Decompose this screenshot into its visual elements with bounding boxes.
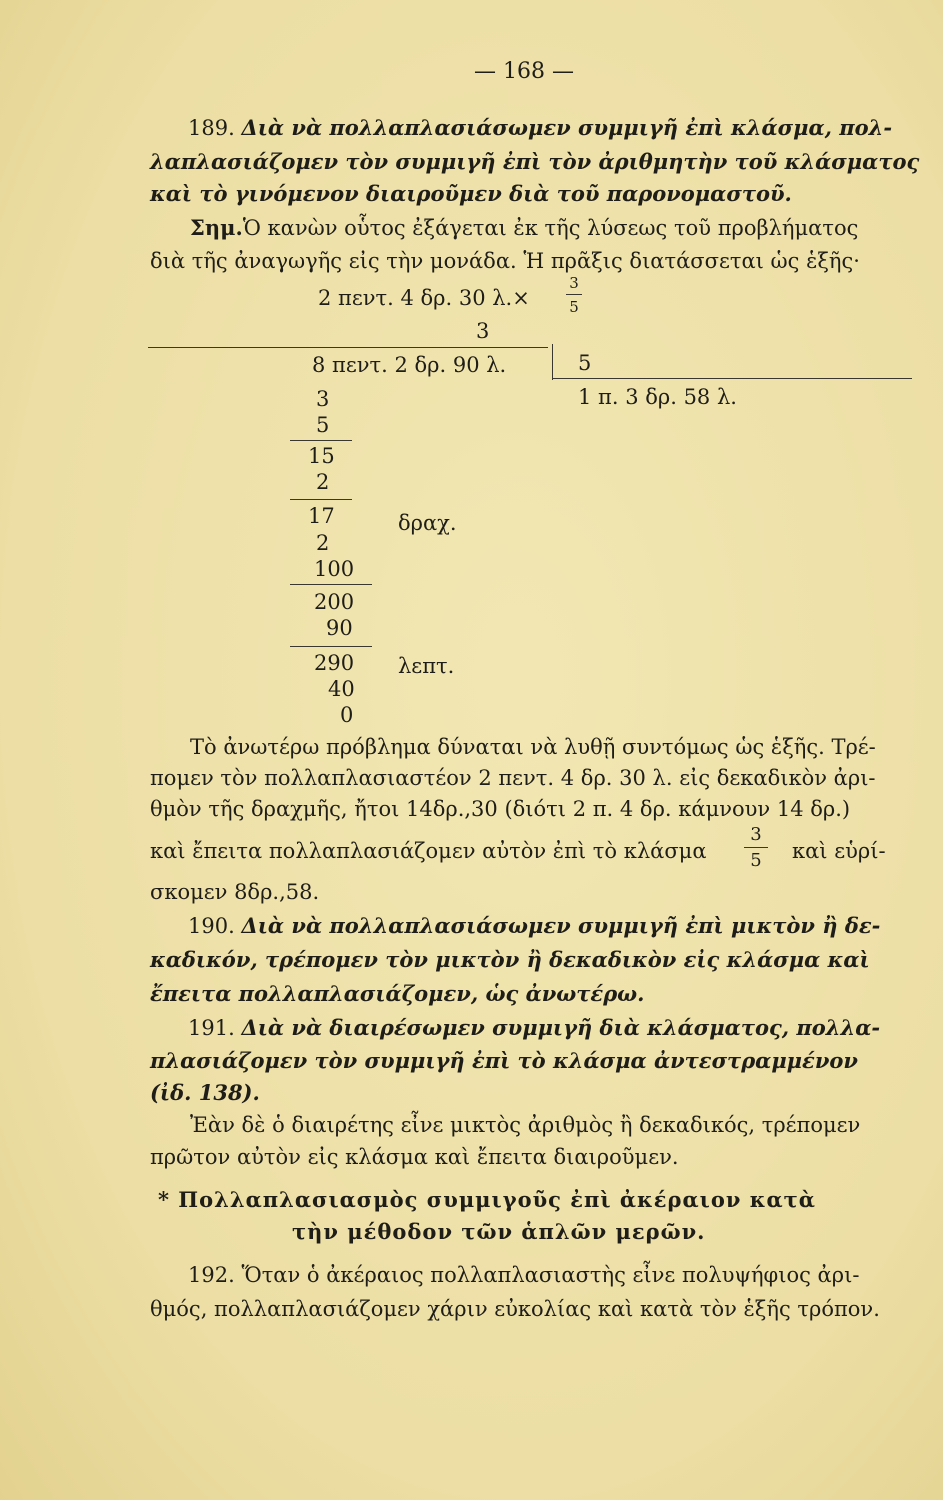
calc-label-drach: δραχ. — [398, 511, 457, 535]
section-190-line-2: καδικόν, τρέπομεν τὸν μικτὸν ἢ δεκαδικὸν εἰς κλάσμα καὶ — [150, 947, 870, 972]
calc-fraction-denominator: 5 — [569, 298, 579, 316]
page-number: — 168 — — [474, 59, 574, 84]
calc-step-rule — [290, 499, 352, 500]
shortcut-fraction-bar — [744, 847, 768, 848]
calc-fraction-bar — [566, 294, 582, 295]
section-189-line-3: καὶ τὸ γινόμενον διαιροῦμεν διὰ τοῦ παρονομαστοῦ. — [150, 181, 792, 206]
calc-division-bracket — [552, 344, 553, 380]
calc-multiplicand: 2 πεντ. 4 δρ. 30 λ.× — [318, 286, 530, 310]
calc-step: 5 — [316, 413, 330, 437]
calc-step-rule — [290, 440, 352, 441]
section-189-line-1 — [188, 114, 892, 142]
section-189-line-2: λαπλασιάζομεν τὸν συμμιγῆ ἐπὶ τὸν ἀριθμητὴν τοῦ κλάσματος — [150, 149, 920, 174]
section-191-line-5: πρῶτον αὐτὸν εἰς κλάσμα καὶ ἔπειτα διαιροῦμεν. — [150, 1145, 679, 1169]
calc-fraction-numerator: 3 — [569, 274, 579, 292]
rule-text: Διὰ νὰ διαιρέσωμεν συμμιγῆ διὰ κλάσματος, πολλα- — [241, 1015, 881, 1040]
section-191-line-1 — [188, 1014, 880, 1042]
calc-step: 200 — [314, 590, 355, 614]
paragraph-text: Ὅταν ὁ ἀκέραιος πολλαπλασιαστὴς εἶνε πολυψήφιος ἀρι- — [241, 1263, 860, 1287]
section-title-line-1: * Πολλαπλασιασμὸς συμμιγοῦς ἐπὶ ἀκέραιον κατὰ — [158, 1187, 816, 1212]
calc-multiplier: 3 — [476, 319, 490, 343]
calc-step: 2 — [316, 470, 330, 494]
calc-step: 100 — [314, 557, 355, 581]
shortcut-line-5: σκομεν 8δρ.,58. — [150, 880, 320, 904]
note-line-1 — [190, 214, 858, 242]
calc-step: 15 — [308, 444, 335, 468]
shortcut-line-4a: καὶ ἔπειτα πολλαπλασιάζομεν αὐτὸν ἐπὶ τὸ κλάσμα — [150, 839, 707, 863]
note-label: Σημ. — [190, 215, 243, 240]
shortcut-line-2: πομεν τὸν πολλαπλασιαστέον 2 πεντ. 4 δρ. 30 λ. εἰς δεκαδικὸν ἀρι- — [150, 766, 876, 790]
shortcut-line-3: θμὸν τῆς δραχμῆς, ἤτοι 14δρ.,30 (διότι 2 π. 4 δρ. κάμνουν 14 δρ.) — [150, 797, 851, 821]
calc-division-rule — [552, 378, 912, 379]
section-191-line-3: (ἰδ. 138). — [150, 1080, 260, 1105]
calc-step: 3 — [316, 387, 330, 411]
note-line-2: διὰ τῆς ἀναγωγῆς εἰς τὴν μονάδα. Ἡ πρᾶξις διατάσσεται ὡς ἑξῆς· — [150, 249, 860, 273]
section-number: 190. — [188, 914, 235, 938]
calc-product: 8 πεντ. 2 δρ. 90 λ. — [312, 353, 507, 377]
rule-text: Διὰ νὰ πολλαπλασιάσωμεν συμμιγῆ ἐπὶ μικτὸν ἢ δε- — [241, 913, 881, 938]
section-number: 191. — [188, 1016, 235, 1040]
calc-step: 40 — [328, 677, 355, 701]
shortcut-fraction-numerator: 3 — [750, 824, 762, 845]
section-191-line-4: Ἐὰν δὲ ὁ διαιρέτης εἶνε μικτὸς ἀριθμὸς ἢ δεκαδικός, τρέπομεν — [190, 1113, 861, 1137]
calc-step: 17 — [308, 504, 335, 528]
section-number: 189. — [188, 116, 235, 140]
shortcut-line-4b: καὶ εὑρί- — [792, 839, 886, 863]
section-190-line-3: ἔπειτα πολλαπλασιάζομεν, ὡς ἀνωτέρω. — [150, 981, 645, 1006]
calc-quotient: 1 π. 3 δρ. 58 λ. — [578, 385, 737, 409]
calc-step-rule — [290, 584, 372, 585]
calc-step: 90 — [326, 616, 353, 640]
section-192-line-2: θμός, πολλαπλασιάζομεν χάριν εὐκολίας καὶ κατὰ τὸν ἑξῆς τρόπον. — [150, 1297, 880, 1321]
shortcut-fraction-denominator: 5 — [750, 850, 762, 871]
section-title-line-2: τὴν μέθοδον τῶν ἁπλῶν μερῶν. — [292, 1219, 706, 1244]
calc-step: 2 — [316, 531, 330, 555]
section-191-line-2: πλασιάζομεν τὸν συμμιγῆ ἐπὶ τὸ κλάσμα ἀντεστραμμένον — [150, 1048, 858, 1073]
section-192-line-1 — [188, 1261, 859, 1289]
calc-step-rule — [290, 646, 372, 647]
calc-label-lept: λεπτ. — [398, 654, 455, 678]
shortcut-line-1: Τὸ ἀνωτέρω πρόβλημα δύναται νὰ λυθῇ συντόμως ὡς ἑξῆς. Τρέ- — [190, 735, 876, 759]
section-number: 192. — [188, 1263, 235, 1287]
section-190-line-1 — [188, 912, 880, 940]
calc-divisor: 5 — [578, 351, 592, 375]
note-text: Ὁ κανὼν οὗτος ἐξάγεται ἐκ τῆς λύσεως τοῦ προβλήματος — [242, 216, 859, 240]
calc-step: 290 — [314, 651, 355, 675]
calc-step: 0 — [340, 703, 354, 727]
calc-rule-top — [148, 347, 548, 348]
rule-text: Διὰ νὰ πολλαπλασιάσωμεν συμμιγῆ ἐπὶ κλάσμα, πολ- — [241, 115, 893, 140]
